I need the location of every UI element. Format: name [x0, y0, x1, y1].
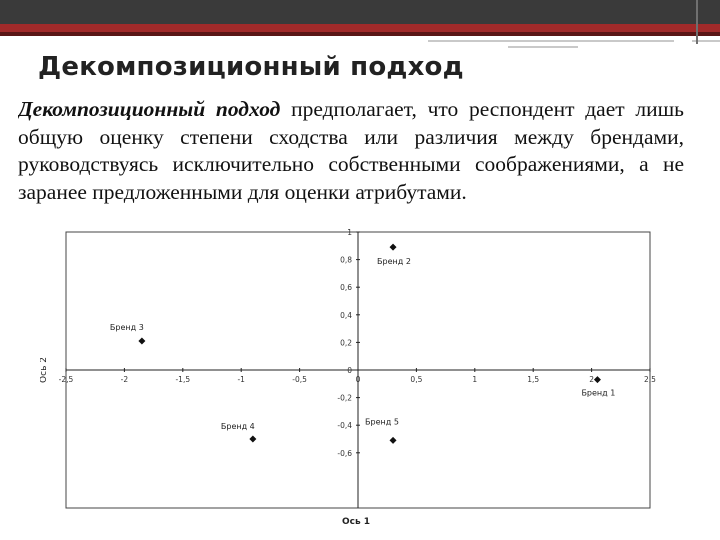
point-label: Бренд 4: [220, 422, 255, 431]
chart-area: [40, 226, 670, 532]
point-label: Бренд 2: [377, 257, 411, 267]
x-tick-label: -0,5: [292, 375, 307, 384]
x-tick-label: 0,5: [410, 375, 423, 384]
x-tick-label: 1,5: [527, 375, 540, 384]
x-tick-label: 2: [589, 375, 594, 384]
y-tick-label: -0,4: [337, 421, 352, 431]
x-tick-label: -2: [120, 375, 129, 384]
body-rest: предполагает, что респондент дает лишь общую оценку степени сходства или различия между брендами, руководствуясь исключительно собственными соображениями, а не заранее предложенными для оценки атрибутами.: [18, 97, 684, 204]
x-tick-label: -1: [237, 375, 245, 384]
y-tick-label: 0,8: [340, 255, 352, 265]
y-axis-title: Ось 2: [40, 357, 49, 383]
y-tick-label: 0,4: [340, 310, 352, 320]
x-tick-label: 1: [472, 375, 478, 384]
data-point: [594, 376, 601, 383]
y-tick-label: -0,6: [337, 448, 352, 458]
data-point: [390, 437, 397, 444]
data-point: [138, 338, 145, 345]
top-band: [0, 0, 720, 24]
y-tick-label: 1: [347, 228, 352, 237]
point-label: Бренд 5: [365, 417, 399, 427]
x-tick-label: 2,5: [644, 375, 656, 384]
y-tick-label: 0: [347, 366, 352, 375]
x-tick-label: -2,5: [58, 375, 74, 384]
x-tick-label: 0: [355, 375, 361, 384]
accent-band: [0, 24, 720, 32]
decorative-lines: [424, 36, 720, 54]
y-tick-label: 0,6: [340, 283, 352, 293]
body-text: [18, 96, 684, 226]
y-tick-label: -0,2: [337, 393, 352, 403]
slide-title: Декомпозиционный подход: [38, 52, 464, 82]
point-label: Бренд 3: [109, 323, 144, 333]
x-tick-label: -1,5: [175, 375, 191, 384]
y-tick-label: 0,2: [340, 338, 352, 348]
decorative-divider: [696, 0, 698, 44]
scatter-chart: [40, 226, 670, 532]
point-label: Бренд 1: [581, 388, 616, 398]
data-point: [249, 436, 256, 443]
data-point: [390, 244, 397, 251]
body-lead: Декомпозиционный подход: [18, 97, 281, 121]
x-axis-title: Ось 1: [342, 517, 371, 527]
